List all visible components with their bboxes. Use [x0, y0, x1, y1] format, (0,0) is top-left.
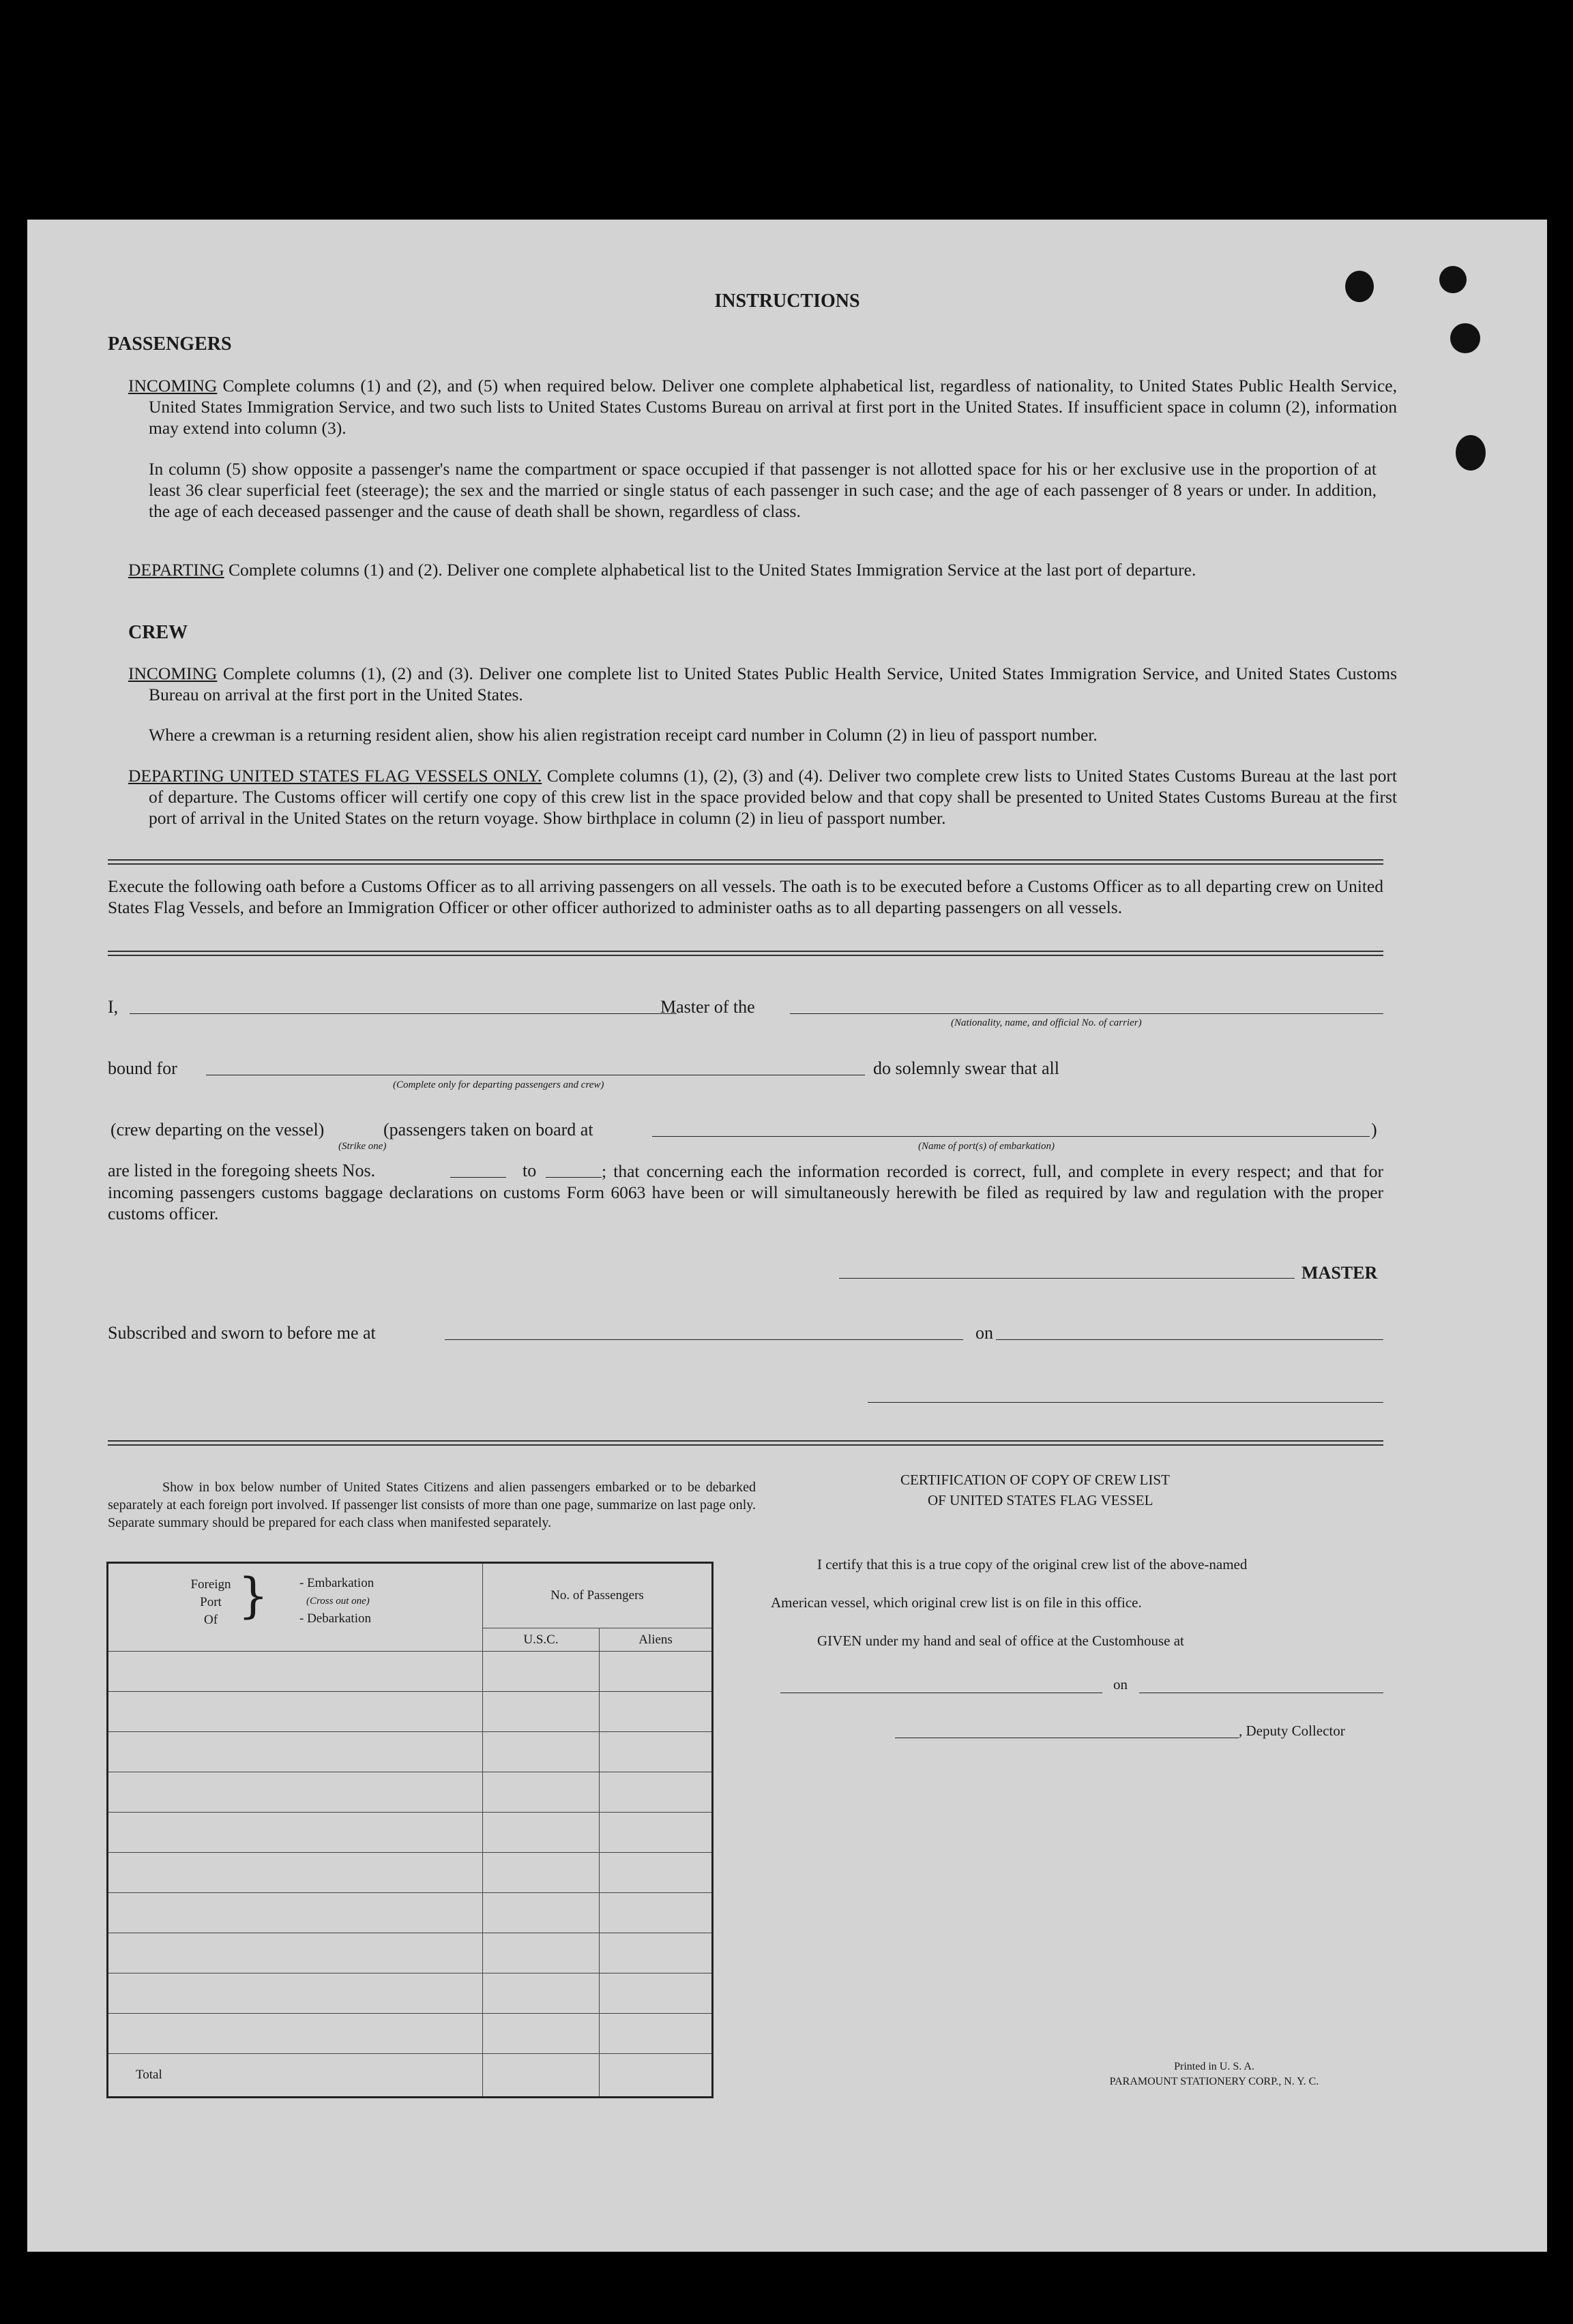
table-row: [108, 1772, 713, 1813]
usc-cell[interactable]: [483, 2014, 600, 2054]
port-cell[interactable]: [108, 1973, 483, 2014]
oath-instructions: Execute the following oath before a Customs Officer as to all arriving passengers on all vessels. The oath is to be executed before a Customs Officer as to all departing crew on United States Flag Vessels, and before an Immigration Officer or other officer authorized to administer oaths as to all departing passengers on all vessels.: [108, 876, 1383, 917]
bound-for-label: bound for: [108, 1058, 177, 1078]
passengers-incoming-text: Complete columns (1) and (2), and (5) when required below. Deliver one complete alphabetical list, regardless of nationality, to United States Public Health Service, United States Immigration Service, and two such lists to United States Customs Bureau on arrival at first port in the United States. If insufficient space in column (2), information may extend into column (3).: [149, 376, 1397, 438]
of-label: Of: [203, 1613, 218, 1627]
table-row: [108, 1813, 713, 1853]
port-header-cell: [108, 1563, 483, 1652]
sheets-to-label: to: [523, 1161, 537, 1180]
passengers-departing-text: Complete columns (1) and (2). Deliver one complete alphabetical list to the United States Immigration Service at the last port of departure.: [224, 560, 1196, 580]
no-passengers-header: No. of Passengers: [483, 1563, 713, 1628]
subscribed-label: Subscribed and sworn to before me at: [108, 1323, 376, 1343]
master-name-field[interactable]: [130, 1013, 677, 1014]
aliens-cell[interactable]: [600, 1853, 713, 1893]
instructions-title: INSTRUCTIONS: [714, 290, 860, 312]
embarkation-ports-caption: (Name of port(s) of embarkation): [918, 1141, 1055, 1152]
port-cell[interactable]: [108, 1732, 483, 1772]
usc-cell[interactable]: [483, 1652, 600, 1692]
table-row: [108, 1732, 713, 1772]
passenger-summary-table: [106, 1562, 714, 2098]
master-of-label: Master of the: [660, 997, 755, 1017]
cross-out-label: (Cross out one): [306, 1596, 370, 1607]
aliens-cell[interactable]: [600, 1973, 713, 2014]
aliens-cell[interactable]: [600, 1652, 713, 1692]
usc-cell[interactable]: [483, 1973, 600, 2014]
crew-departing-option: (crew departing on the vessel): [111, 1120, 325, 1139]
crew-departing-instructions: [128, 765, 1397, 829]
certify-line1: I certify that this is a true copy of the original crew list of the above-named: [817, 1556, 1248, 1573]
bound-for-caption: (Complete only for departing passengers and crew): [393, 1079, 604, 1090]
usc-cell[interactable]: [483, 1772, 600, 1813]
crew-incoming-label: INCOMING: [128, 664, 218, 683]
total-aliens-cell[interactable]: [600, 2054, 713, 2098]
close-paren: ): [1371, 1120, 1377, 1139]
port-cell[interactable]: [108, 1692, 483, 1732]
debarkation-label: - Debarkation: [299, 1611, 371, 1626]
foreign-label: Foreign: [190, 1577, 231, 1592]
total-label: Total: [108, 2054, 483, 2098]
section-divider: [108, 1440, 1383, 1446]
passengers-departing-instructions: [128, 559, 1397, 580]
deputy-collector-label: , Deputy Collector: [1239, 1723, 1345, 1739]
sworn-date-field[interactable]: [996, 1339, 1383, 1340]
form-sheet: [27, 220, 1547, 2252]
port-cell[interactable]: [108, 1893, 483, 1933]
crew-incoming-instructions: [128, 663, 1397, 705]
aliens-cell[interactable]: [600, 2014, 713, 2054]
certification-title-line2: OF UNITED STATES FLAG VESSEL: [928, 1492, 1153, 1508]
passengers-incoming-label: INCOMING: [128, 376, 218, 396]
usc-cell[interactable]: [483, 1853, 600, 1893]
aliens-cell[interactable]: [600, 1692, 713, 1732]
master-label: MASTER: [1302, 1263, 1378, 1283]
table-row: [108, 1853, 713, 1893]
aliens-header: Aliens: [600, 1628, 713, 1652]
printer-imprint: [1044, 2059, 1385, 2089]
section-divider: [108, 951, 1383, 956]
certification-title-line1: CERTIFICATION OF COPY OF CREW LIST: [900, 1472, 1170, 1488]
embarkation-ports-field[interactable]: [652, 1136, 1370, 1137]
officer-signature-field[interactable]: [868, 1402, 1383, 1403]
crew-departing-label: DEPARTING UNITED STATES FLAG VESSELS ONLY.: [128, 766, 542, 786]
usc-cell[interactable]: [483, 1813, 600, 1853]
table-row: [108, 1692, 713, 1732]
carrier-field[interactable]: [790, 1013, 1383, 1014]
sheets-statement: ; that concerning each the information recorded is correct, full, and complete in every respect; and that for incoming passengers customs baggage declarations on customs Form 6063 have been or will simultaneously herewith be filed as required by law and regulation with the proper customs officer.: [108, 1161, 1383, 1223]
brace-mark: }: [238, 1568, 269, 1624]
given-line: GIVEN under my hand and seal of office at the Customhouse at: [817, 1633, 1184, 1649]
crew-resident-alien-instructions: Where a crewman is a returning resident alien, show his alien registration receipt card number in Column (2) in lieu of passport number.: [149, 725, 1098, 745]
usc-cell[interactable]: [483, 1933, 600, 1973]
total-usc-cell[interactable]: [483, 2054, 600, 2098]
table-row: [108, 1973, 713, 2014]
aliens-cell[interactable]: [600, 1732, 713, 1772]
usc-cell[interactable]: [483, 1692, 600, 1732]
crew-heading: CREW: [128, 622, 188, 643]
passengers-departing-label: DEPARTING: [128, 560, 224, 580]
section-divider: [108, 859, 1383, 865]
table-row: [108, 1893, 713, 1933]
sworn-on-label: on: [975, 1323, 993, 1343]
embarkation-label: - Embarkation: [299, 1576, 374, 1590]
summary-box-instructions: Show in box below number of United States Citizens and alien passengers embarked or to be debarked separately at each foreign port involved. If passenger list consists of more than one page, summarize on last page only. Separate summary should be prepared for each class when manifested separately.: [108, 1480, 756, 1530]
certify-line2: American vessel, which original crew list is on file in this office.: [771, 1594, 1142, 1611]
passengers-heading: PASSENGERS: [108, 333, 232, 355]
usc-cell[interactable]: [483, 1893, 600, 1933]
punch-hole-mark: [1450, 323, 1480, 353]
table-header-row: [108, 1563, 713, 1628]
aliens-cell[interactable]: [600, 1933, 713, 1973]
printer-line1: Printed in U. S. A.: [1174, 2061, 1254, 2072]
port-cell[interactable]: [108, 1772, 483, 1813]
port-cell[interactable]: [108, 1652, 483, 1692]
passengers-taken-option: (passengers taken on board at: [383, 1120, 593, 1139]
total-row: [108, 2054, 713, 2098]
passengers-column5-instructions: In column (5) show opposite a passenger's name the compartment or space occupied if that passenger is not allotted space for his or her exclusive use in the proportion of at least 36 clear superficial feet (steerage); the sex and the married or single status of each passenger in such case; and the age of each passenger of 8 years or under. In addition, the age of each deceased passenger and the cause of death shall be shown, regardless of class.: [149, 459, 1377, 521]
table-row: [108, 2014, 713, 2054]
carrier-caption: (Nationality, name, and official No. of carrier): [951, 1017, 1142, 1028]
port-cell[interactable]: [108, 1853, 483, 1893]
printer-line2: PARAMOUNT STATIONERY CORP., N. Y. C.: [1109, 2076, 1319, 2087]
certification-on-label: on: [1113, 1676, 1128, 1693]
sworn-place-field[interactable]: [445, 1339, 963, 1340]
port-cell[interactable]: [108, 2014, 483, 2054]
table-row: [108, 1933, 713, 1973]
usc-header: U.S.C.: [483, 1628, 600, 1652]
punch-hole-mark: [1439, 266, 1467, 293]
usc-cell[interactable]: [483, 1732, 600, 1772]
port-label: Port: [200, 1595, 222, 1609]
crew-departing-text: Complete columns (1), (2), (3) and (4). Deliver two complete crew lists to United States Customs Bureau at the last port of departure. The Customs officer will certify one copy of this crew list in the space provided below and that copy shall be presented to United States Customs Bureau at the first port of arrival in the United States on the return voyage. Show birthplace in column (2) in lieu of passport number.: [149, 766, 1397, 828]
oath-i-label: I,: [108, 997, 119, 1017]
table-row: [108, 1652, 713, 1692]
aliens-cell[interactable]: [600, 1772, 713, 1813]
aliens-cell[interactable]: [600, 1893, 713, 1933]
passengers-incoming-instructions: [128, 375, 1397, 438]
sheets-label: are listed in the foregoing sheets Nos.: [108, 1161, 376, 1180]
aliens-cell[interactable]: [600, 1813, 713, 1853]
punch-hole-mark: [1456, 435, 1486, 471]
crew-incoming-text: Complete columns (1), (2) and (3). Deliver one complete list to United States Public Health Service, United States Immigration Service, and United States Customs Bureau on arrival at the first port in the United States.: [149, 664, 1397, 704]
port-cell[interactable]: [108, 1933, 483, 1973]
swear-label: do solemnly swear that all: [873, 1058, 1059, 1078]
master-signature-field[interactable]: [839, 1278, 1295, 1279]
strike-one-caption: (Strike one): [338, 1141, 387, 1152]
port-cell[interactable]: [108, 1813, 483, 1853]
